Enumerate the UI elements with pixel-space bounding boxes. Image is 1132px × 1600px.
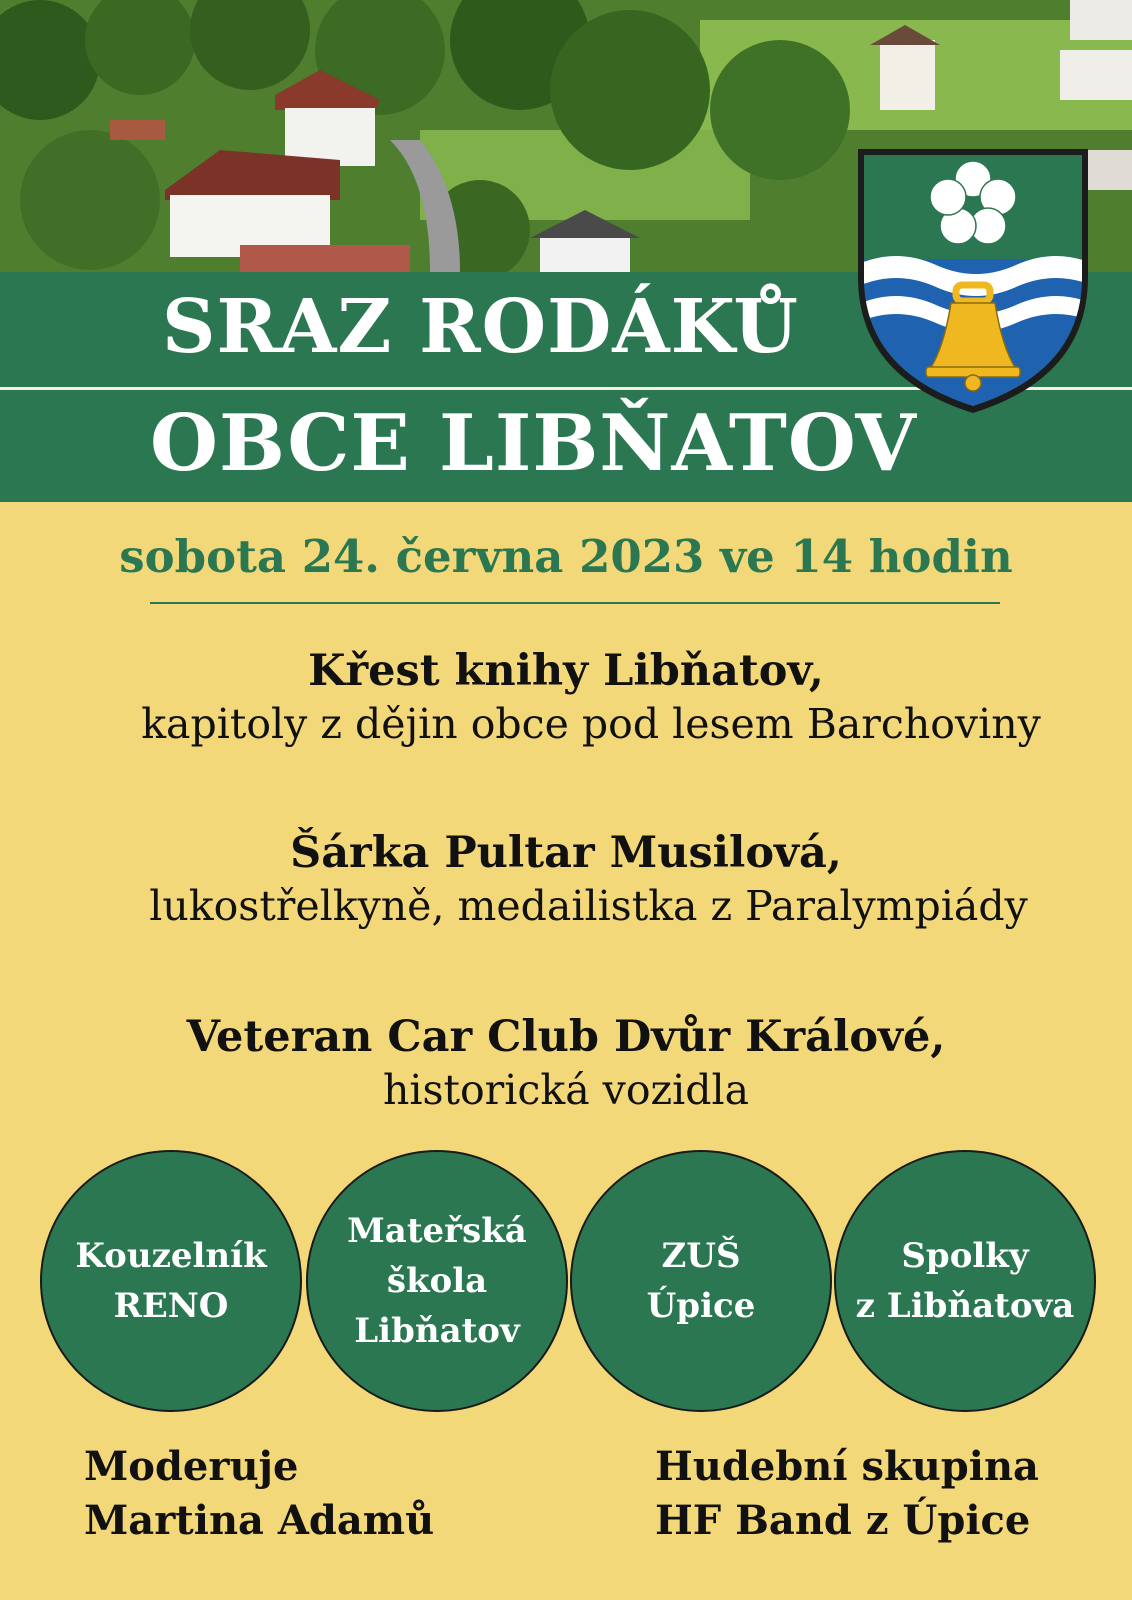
program-item	[0, 646, 1132, 748]
circle-spolky: Spolky z Libňatova	[834, 1150, 1096, 1412]
program-item-desc: lukostřelkyně, medailistka z Paralympiády	[149, 882, 1028, 930]
event-date: sobota 24. června 2023 ve 14 hodin	[119, 530, 1013, 583]
circle-kouzelnik: Kouzelník RENO	[40, 1150, 302, 1412]
program-item-desc: historická vozidla	[382, 1066, 750, 1114]
footer-moderator-label: Moderuje	[84, 1443, 299, 1490]
footer-moderator	[84, 1440, 434, 1548]
program-item-desc: kapitoly z dějin obce pod lesem Barchoviny	[141, 700, 1041, 748]
program-item-title: Křest knihy Libňatov,	[308, 646, 824, 696]
circle-zus: ZUŠ Úpice	[570, 1150, 832, 1412]
program-item-title: Šárka Pultar Musilová,	[290, 828, 842, 878]
footer-band	[655, 1440, 1039, 1548]
circle-materska-skola: Mateřská škola Libňatov	[306, 1150, 568, 1412]
title-line-2: OBCE LIBŇATOV	[150, 398, 917, 489]
program-item	[0, 1012, 1132, 1114]
program-item	[0, 828, 1132, 930]
coat-of-arms-icon	[856, 147, 1090, 415]
title-line-1: SRAZ RODÁKŮ	[162, 284, 799, 370]
footer-band-label: Hudební skupina	[655, 1443, 1039, 1490]
footer-band-name: HF Band z Úpice	[655, 1497, 1031, 1544]
program-item-title: Veteran Car Club Dvůr Králové,	[186, 1012, 946, 1062]
footer-moderator-name: Martina Adamů	[84, 1497, 435, 1544]
date-underline	[150, 602, 1000, 604]
